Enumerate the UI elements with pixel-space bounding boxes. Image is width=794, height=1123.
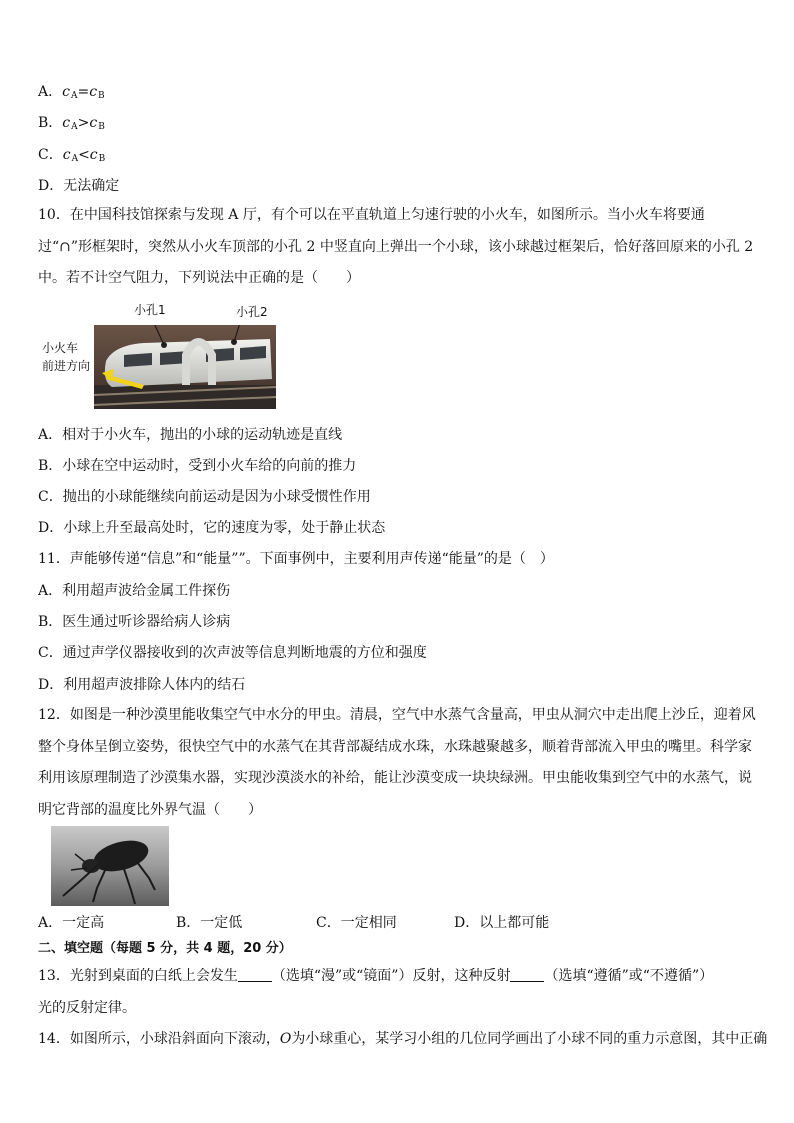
fig-label-direction: 前进方向 — [42, 359, 91, 373]
q10-figure — [38, 300, 278, 412]
fig-label-train: 小火车 — [42, 341, 79, 355]
q11-option-a: A．利用超声波给金属工件探伤 — [38, 583, 231, 599]
q11-option-c: C．通过声学仪器接收到的次声波等信息判断地震的方位和强度 — [38, 645, 427, 661]
q12-option-b: B．一定低 — [176, 915, 243, 931]
q10-option-c: C．抛出的小球能继续向前运动是因为小球受惯性作用 — [38, 489, 371, 505]
fig-label-hole2: 小孔2 — [236, 305, 268, 319]
q12-option-d: D．以上都可能 — [454, 915, 550, 931]
q13-blank-2 — [510, 967, 544, 982]
q13-line2: 光的反射定律。 — [38, 1000, 136, 1016]
q10-option-a: A．相对于小火车，抛出的小球的运动轨迹是直线 — [38, 427, 343, 443]
q12-options — [38, 913, 549, 933]
q9-option-c: C．$c_A<c_B$ — [38, 147, 106, 164]
train-photo — [94, 325, 276, 409]
q13-stem: 13．光射到桌面的白纸上会发生 （选填“漫”或“镜面”）反射，这种反射 （选填“遵循”或“不遵循”） — [38, 968, 714, 984]
q10-stem: 10．在中国科技馆探索与发现 A 厅，有个可以在平直轨道上匀速行驶的小火车，如图所示。当小火车将要通过“∩”形框架时，突然从小火车顶部的小孔 2 中竖直向上弹出一个小球，该小球越过框架后，恰好落回原来的小孔 2 中。若不计空气阻力，下列说法中正确的是（ ） — [38, 207, 754, 286]
q9-option-d: D．无法确定 — [38, 178, 120, 194]
q11-option-b: B．医生通过听诊器给病人诊病 — [38, 614, 231, 630]
q13-blank-1 — [238, 967, 272, 982]
fig-label-hole1: 小孔1 — [134, 303, 166, 317]
q12-option-c: C．一定相同 — [316, 915, 397, 931]
section-heading-fill-in: 二、填空题（每题 5 分，共 4 题，20 分） — [38, 941, 292, 956]
q9-option-b: B．$c_A>c_B$ — [38, 115, 105, 132]
q9-option-a: A．$c_A=c_B$ — [38, 84, 105, 101]
q10-option-b: B．小球在空中运动时，受到小火车给的向前的推力 — [38, 458, 357, 474]
q11-option-d: D．利用超声波排除人体内的结石 — [38, 677, 246, 693]
q11-stem: 11．声能够传递“信息”和“能量””。下面事例中，主要利用声传递“能量”的是（ ） — [38, 551, 554, 567]
q12-option-a: A．一定高 — [38, 915, 105, 931]
q14-stem: 14．如图所示，小球沿斜面向下滚动，O为小球重心，某学习小组的几位同学画出了小球不同的重力示意图，其中正确 — [38, 1031, 768, 1047]
q12-stem: 12．如图是一种沙漠里能收集空气中水分的甲虫。清晨，空气中水蒸气含量高，甲虫从洞穴中走出爬上沙丘，迎着风整个身体呈倒立姿势，很快空气中的水蒸气在其背部凝结成水珠，水珠越聚越多，顺着背部流入甲虫的嘴里。科学家利用该原理制造了沙漠集水器，实现沙漠淡水的补给，能让沙漠变成一块块绿洲。甲虫能收集到空气中的水蒸气，说明它背部的温度比外界气温（ ） — [38, 707, 756, 818]
q10-option-d: D．小球上升至最高处时，它的速度为零，处于静止状态 — [38, 520, 386, 536]
beetle-photo — [51, 826, 169, 906]
